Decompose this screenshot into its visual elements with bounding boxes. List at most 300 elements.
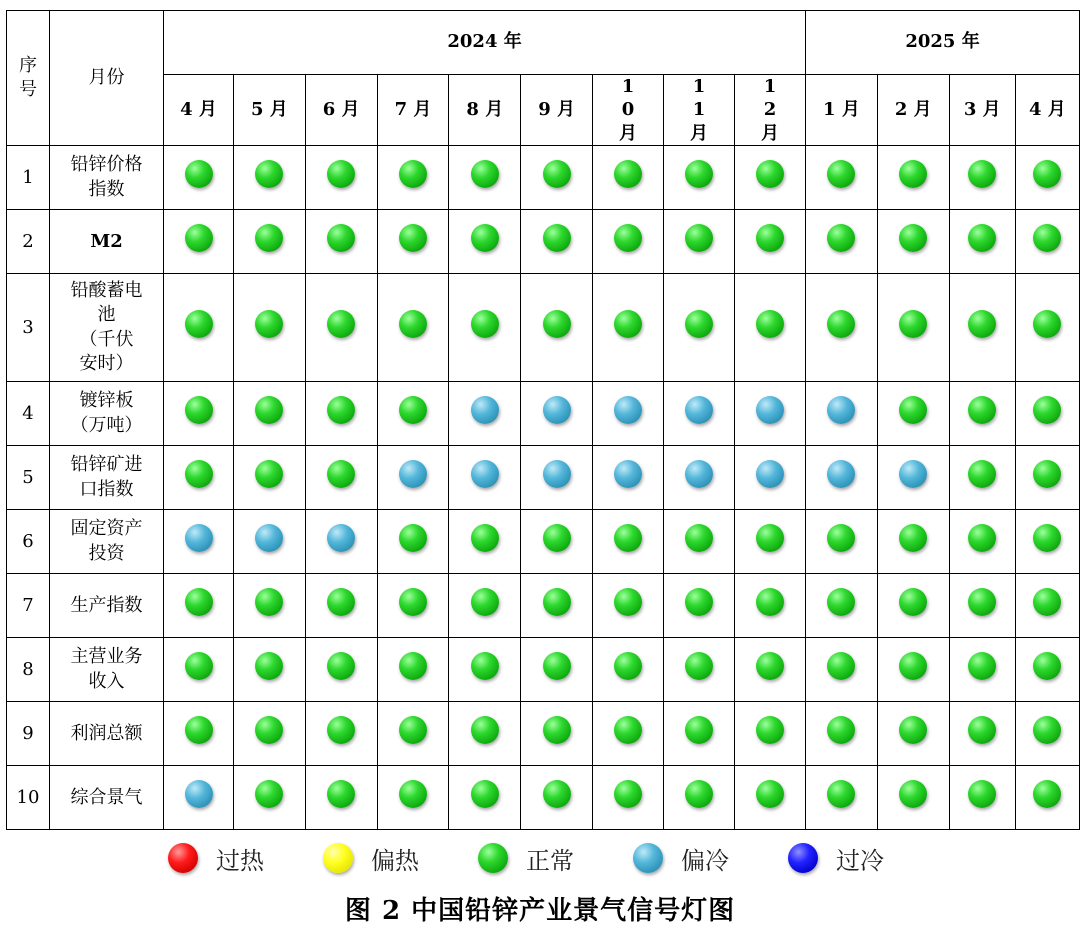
signal-cell: [949, 382, 1015, 446]
legend-item-red: [168, 838, 264, 878]
signal-cell: [806, 382, 878, 446]
signal-cell: [806, 574, 878, 638]
signal-light-green: [614, 588, 642, 616]
signal-cell: [449, 210, 521, 274]
year-header: 2024 年: [164, 11, 806, 75]
signal-light-green: [756, 588, 784, 616]
signal-cell: [164, 382, 234, 446]
signal-light-table: [6, 10, 1080, 830]
signal-light-green: [899, 780, 927, 808]
signal-light-green: [185, 224, 213, 252]
signal-cell: [593, 766, 664, 830]
signal-cell: [305, 446, 377, 510]
signal-cell: [233, 510, 305, 574]
signal-cell: [806, 274, 878, 382]
month-header: 4 月: [164, 75, 234, 146]
signal-cell: [233, 146, 305, 210]
signal-light-green: [255, 396, 283, 424]
signal-light-green: [899, 652, 927, 680]
signal-cell: [233, 638, 305, 702]
row-seq: 4: [7, 382, 50, 446]
signal-light-green: [968, 716, 996, 744]
signal-light-green: [827, 652, 855, 680]
signal-light-green: [399, 780, 427, 808]
month-header: 7 月: [377, 75, 449, 146]
signal-cell: [664, 210, 735, 274]
signal-cell: [735, 574, 806, 638]
signal-light-green: [255, 224, 283, 252]
signal-light-green: [756, 524, 784, 552]
signal-cell: [1015, 638, 1079, 702]
signal-light-green: [471, 524, 499, 552]
signal-cell: [949, 638, 1015, 702]
header-seq: 序号: [7, 11, 50, 146]
signal-light-green: [185, 716, 213, 744]
signal-cell: [877, 638, 949, 702]
signal-light-green: [899, 716, 927, 744]
signal-light-green: [685, 652, 713, 680]
signal-light-green: [685, 716, 713, 744]
signal-light-green: [255, 652, 283, 680]
signal-light-green: [614, 652, 642, 680]
signal-cell: [949, 510, 1015, 574]
signal-cell: [806, 210, 878, 274]
signal-light-cyan: [827, 460, 855, 488]
signal-light-green: [185, 588, 213, 616]
signal-light-green: [543, 588, 571, 616]
signal-light-green: [614, 524, 642, 552]
signal-light-green: [899, 588, 927, 616]
signal-light-green: [685, 780, 713, 808]
signal-cell: [377, 510, 449, 574]
signal-light-green: [968, 396, 996, 424]
signal-cell: [664, 274, 735, 382]
signal-cell: [877, 446, 949, 510]
signal-light-green: [756, 310, 784, 338]
signal-cell: [1015, 382, 1079, 446]
signal-light-cyan: [185, 524, 213, 552]
signal-light-green: [255, 716, 283, 744]
chart-caption: 图 2 中国铅锌产业景气信号灯图: [344, 896, 736, 926]
signal-light-green: [756, 160, 784, 188]
signal-cell: [521, 210, 593, 274]
signal-light-green: [827, 224, 855, 252]
signal-cell: [521, 702, 593, 766]
signal-cell: [1015, 766, 1079, 830]
signal-light-green: [1033, 588, 1061, 616]
signal-cell: [449, 702, 521, 766]
signal-cell: [164, 274, 234, 382]
header-month: 月份: [50, 11, 164, 146]
signal-light-green: [968, 524, 996, 552]
signal-light-green: [968, 780, 996, 808]
signal-light-green: [899, 524, 927, 552]
signal-cell: [664, 446, 735, 510]
signal-cell: [806, 446, 878, 510]
signal-cell: [806, 766, 878, 830]
signal-cell: [735, 146, 806, 210]
signal-cell: [593, 146, 664, 210]
signal-cell: [664, 574, 735, 638]
signal-light-cyan: [756, 396, 784, 424]
signal-cell: [377, 382, 449, 446]
signal-light-cyan: [543, 396, 571, 424]
table-row: [7, 510, 1080, 574]
signal-cell: [521, 574, 593, 638]
signal-light-green: [399, 396, 427, 424]
signal-cell: [521, 638, 593, 702]
signal-light-green: [185, 396, 213, 424]
month-header: 4 月: [1015, 75, 1079, 146]
signal-cell: [1015, 702, 1079, 766]
month-header: 1 月: [806, 75, 878, 146]
signal-cell: [664, 766, 735, 830]
legend-light-cyan: [633, 843, 663, 873]
legend-item-green: [478, 838, 574, 878]
signal-cell: [593, 638, 664, 702]
signal-light-green: [185, 460, 213, 488]
signal-light-green: [1033, 716, 1061, 744]
month-header: 10月: [593, 75, 664, 146]
row-seq: 10: [7, 766, 50, 830]
legend-label: 过热: [216, 846, 264, 875]
signal-cell: [521, 274, 593, 382]
legend-item-cyan: [633, 838, 729, 878]
signal-light-green: [471, 780, 499, 808]
signal-light-green: [543, 652, 571, 680]
signal-cell: [1015, 510, 1079, 574]
month-header: 5 月: [233, 75, 305, 146]
row-indicator-name: 铅酸蓄电 池 （千伏 安时）: [50, 274, 164, 382]
signal-light-green: [185, 652, 213, 680]
signal-cell: [233, 274, 305, 382]
signal-cell: [449, 146, 521, 210]
signal-light-green: [827, 160, 855, 188]
table-row: [7, 766, 1080, 830]
signal-light-green: [756, 652, 784, 680]
signal-cell: [877, 702, 949, 766]
signal-cell: [164, 702, 234, 766]
signal-light-green: [614, 310, 642, 338]
signal-cell: [949, 766, 1015, 830]
signal-cell: [377, 702, 449, 766]
signal-cell: [164, 766, 234, 830]
signal-cell: [164, 638, 234, 702]
signal-light-green: [1033, 310, 1061, 338]
signal-cell: [949, 146, 1015, 210]
legend-label: 偏热: [371, 846, 419, 875]
signal-cell: [735, 382, 806, 446]
row-seq: 5: [7, 446, 50, 510]
signal-cell: [664, 382, 735, 446]
signal-light-green: [327, 780, 355, 808]
signal-light-green: [185, 310, 213, 338]
signal-cell: [305, 638, 377, 702]
table-row: [7, 274, 1080, 382]
signal-light-green: [399, 588, 427, 616]
signal-cell: [593, 574, 664, 638]
signal-light-cyan: [685, 460, 713, 488]
month-header: 12月: [735, 75, 806, 146]
signal-cell: [449, 638, 521, 702]
signal-light-green: [255, 310, 283, 338]
signal-light-green: [1033, 524, 1061, 552]
signal-light-green: [327, 588, 355, 616]
row-seq: 2: [7, 210, 50, 274]
legend: [0, 838, 1080, 878]
signal-cell: [164, 146, 234, 210]
signal-cell: [377, 574, 449, 638]
signal-cell: [735, 274, 806, 382]
signal-cell: [664, 702, 735, 766]
signal-light-cyan: [685, 396, 713, 424]
row-indicator-name: 固定资产 投资: [50, 510, 164, 574]
signal-cell: [449, 510, 521, 574]
signal-cell: [877, 210, 949, 274]
signal-light-green: [543, 224, 571, 252]
signal-light-green: [399, 652, 427, 680]
signal-cell: [949, 274, 1015, 382]
signal-cell: [735, 766, 806, 830]
signal-light-green: [255, 780, 283, 808]
signal-cell: [164, 446, 234, 510]
signal-light-green: [471, 588, 499, 616]
signal-light-green: [614, 224, 642, 252]
signal-light-green: [1033, 396, 1061, 424]
row-seq: 1: [7, 146, 50, 210]
signal-light-green: [327, 460, 355, 488]
signal-light-green: [614, 716, 642, 744]
signal-cell: [521, 766, 593, 830]
signal-light-cyan: [899, 460, 927, 488]
signal-light-green: [1033, 780, 1061, 808]
signal-cell: [377, 766, 449, 830]
signal-light-green: [255, 460, 283, 488]
signal-cell: [806, 638, 878, 702]
signal-cell: [521, 510, 593, 574]
signal-cell: [305, 702, 377, 766]
signal-light-green: [968, 310, 996, 338]
signal-cell: [521, 146, 593, 210]
signal-cell: [806, 146, 878, 210]
table-row: [7, 210, 1080, 274]
signal-cell: [1015, 210, 1079, 274]
signal-cell: [806, 510, 878, 574]
row-indicator-name: 铅锌价格 指数: [50, 146, 164, 210]
signal-cell: [664, 638, 735, 702]
row-indicator-name: 利润总额: [50, 702, 164, 766]
row-seq: 7: [7, 574, 50, 638]
signal-light-green: [685, 524, 713, 552]
signal-cell: [305, 766, 377, 830]
legend-light-yellow: [323, 843, 353, 873]
signal-light-green: [399, 310, 427, 338]
signal-light-green: [1033, 460, 1061, 488]
row-indicator-name: 铅锌矿进 口指数: [50, 446, 164, 510]
signal-light-green: [471, 716, 499, 744]
signal-cell: [377, 446, 449, 510]
signal-cell: [664, 146, 735, 210]
signal-light-green: [968, 652, 996, 680]
signal-light-green: [327, 396, 355, 424]
row-indicator-name: M2: [50, 210, 164, 274]
signal-light-green: [327, 224, 355, 252]
signal-light-green: [399, 524, 427, 552]
signal-cell: [377, 274, 449, 382]
signal-light-cyan: [327, 524, 355, 552]
month-header: 3 月: [949, 75, 1015, 146]
signal-light-green: [471, 160, 499, 188]
signal-light-green: [968, 460, 996, 488]
signal-cell: [877, 510, 949, 574]
signal-light-green: [614, 780, 642, 808]
row-indicator-name: 镀锌板 （万吨）: [50, 382, 164, 446]
signal-light-green: [543, 524, 571, 552]
signal-light-green: [899, 396, 927, 424]
signal-light-green: [1033, 224, 1061, 252]
signal-cell: [233, 766, 305, 830]
signal-light-green: [827, 780, 855, 808]
legend-label: 过冷: [836, 846, 884, 875]
signal-light-green: [899, 224, 927, 252]
signal-cell: [233, 210, 305, 274]
signal-cell: [593, 274, 664, 382]
signal-light-green: [543, 310, 571, 338]
signal-light-green: [685, 310, 713, 338]
signal-light-cyan: [399, 460, 427, 488]
row-indicator-name: 主营业务 收入: [50, 638, 164, 702]
signal-cell: [735, 702, 806, 766]
signal-cell: [377, 638, 449, 702]
signal-light-green: [685, 160, 713, 188]
signal-cell: [877, 766, 949, 830]
signal-light-green: [968, 160, 996, 188]
signal-light-green: [399, 716, 427, 744]
signal-cell: [305, 210, 377, 274]
signal-light-green: [399, 160, 427, 188]
signal-cell: [449, 446, 521, 510]
signal-cell: [877, 146, 949, 210]
signal-cell: [735, 510, 806, 574]
signal-cell: [233, 382, 305, 446]
signal-cell: [305, 574, 377, 638]
signal-light-green: [327, 716, 355, 744]
signal-light-green: [827, 588, 855, 616]
signal-cell: [1015, 446, 1079, 510]
signal-light-green: [756, 224, 784, 252]
signal-cell: [305, 382, 377, 446]
signal-cell: [949, 702, 1015, 766]
table-row: [7, 638, 1080, 702]
signal-light-green: [756, 780, 784, 808]
month-header: 2 月: [877, 75, 949, 146]
signal-light-green: [827, 310, 855, 338]
signal-cell: [949, 574, 1015, 638]
row-seq: 6: [7, 510, 50, 574]
signal-light-green: [471, 310, 499, 338]
signal-light-green: [399, 224, 427, 252]
signal-light-cyan: [543, 460, 571, 488]
signal-light-cyan: [827, 396, 855, 424]
signal-light-green: [471, 652, 499, 680]
signal-cell: [1015, 146, 1079, 210]
signal-cell: [806, 702, 878, 766]
signal-cell: [233, 574, 305, 638]
signal-cell: [449, 766, 521, 830]
signal-light-green: [827, 716, 855, 744]
signal-cell: [164, 574, 234, 638]
signal-cell: [449, 382, 521, 446]
signal-cell: [449, 574, 521, 638]
signal-cell: [593, 446, 664, 510]
signal-light-green: [899, 160, 927, 188]
table-row: [7, 574, 1080, 638]
signal-cell: [735, 446, 806, 510]
row-seq: 3: [7, 274, 50, 382]
table-row: [7, 146, 1080, 210]
row-seq: 8: [7, 638, 50, 702]
legend-light-blue: [788, 843, 818, 873]
signal-cell: [735, 210, 806, 274]
signal-cell: [233, 446, 305, 510]
legend-light-red: [168, 843, 198, 873]
signal-light-green: [543, 780, 571, 808]
legend-light-green: [478, 843, 508, 873]
signal-cell: [593, 702, 664, 766]
month-header: 8 月: [449, 75, 521, 146]
signal-light-green: [471, 224, 499, 252]
signal-cell: [521, 446, 593, 510]
signal-light-green: [756, 716, 784, 744]
table-row: [7, 446, 1080, 510]
signal-light-cyan: [255, 524, 283, 552]
signal-cell: [233, 702, 305, 766]
signal-light-green: [543, 716, 571, 744]
legend-label: 偏冷: [681, 846, 729, 875]
signal-cell: [593, 210, 664, 274]
signal-light-green: [614, 160, 642, 188]
signal-cell: [949, 446, 1015, 510]
signal-light-green: [543, 160, 571, 188]
year-header: 2025 年: [806, 11, 1080, 75]
row-indicator-name: 综合景气: [50, 766, 164, 830]
signal-light-cyan: [185, 780, 213, 808]
signal-light-green: [685, 224, 713, 252]
month-header: 9 月: [521, 75, 593, 146]
signal-light-cyan: [756, 460, 784, 488]
legend-item-yellow: [323, 838, 419, 878]
signal-light-green: [255, 588, 283, 616]
signal-cell: [664, 510, 735, 574]
signal-light-green: [327, 160, 355, 188]
signal-light-green: [1033, 652, 1061, 680]
signal-cell: [305, 146, 377, 210]
signal-cell: [593, 510, 664, 574]
signal-light-green: [899, 310, 927, 338]
signal-light-cyan: [471, 460, 499, 488]
legend-label: 正常: [526, 846, 574, 875]
row-indicator-name: 生产指数: [50, 574, 164, 638]
month-header: 11月: [664, 75, 735, 146]
legend-item-blue: [788, 838, 884, 878]
signal-light-green: [1033, 160, 1061, 188]
signal-light-cyan: [471, 396, 499, 424]
table-row: [7, 382, 1080, 446]
signal-cell: [305, 274, 377, 382]
signal-cell: [449, 274, 521, 382]
month-header: 6 月: [305, 75, 377, 146]
signal-light-green: [827, 524, 855, 552]
